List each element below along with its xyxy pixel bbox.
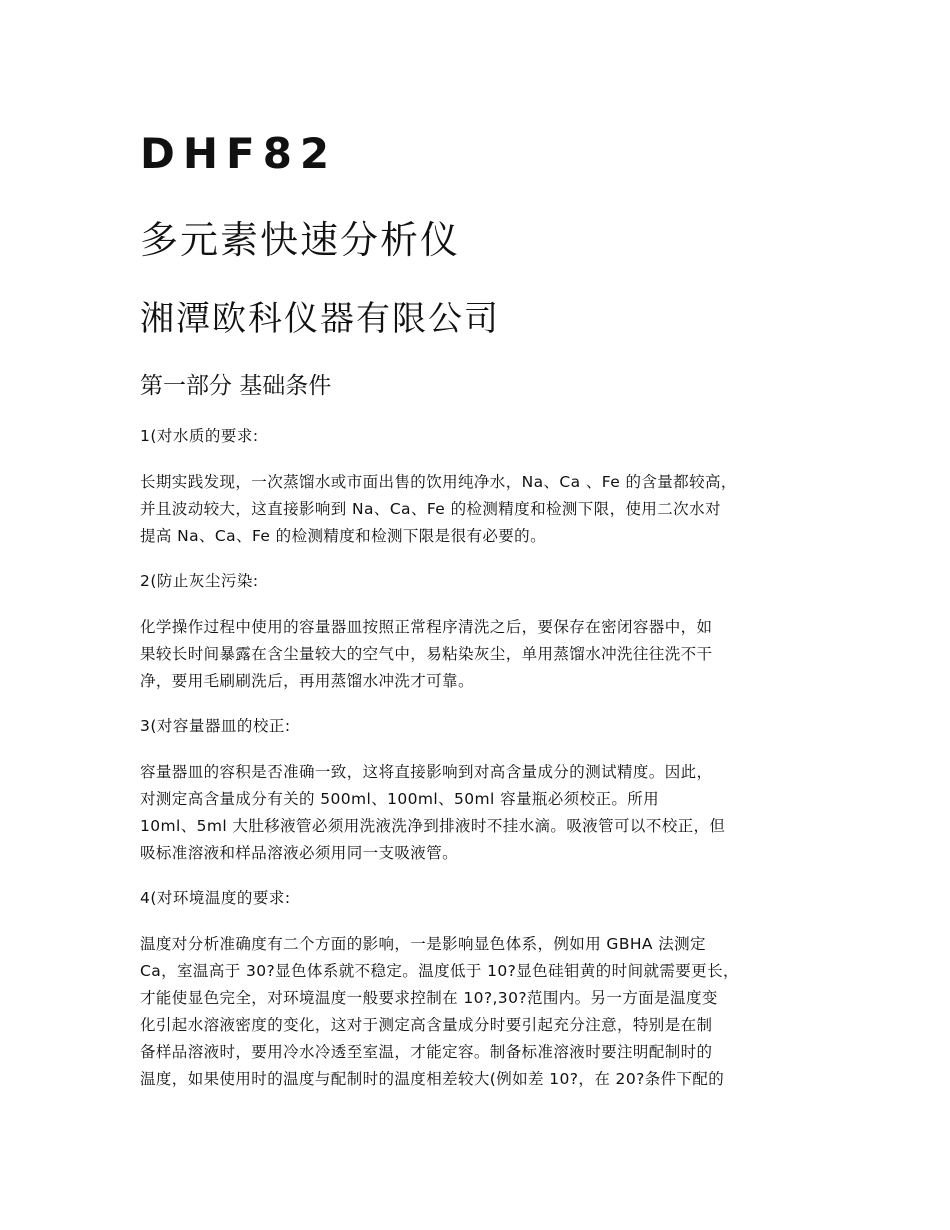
paragraph-line: 长期实践发现，一次蒸馏水或市面出售的饮用纯净水，Na、Ca 、Fe 的含量都较高， [140, 473, 737, 491]
paragraph-line: 吸标准溶液和样品溶液必须用同一支吸液管。 [140, 844, 459, 862]
item-3-heading-block [140, 713, 830, 740]
item-4-paragraph [140, 931, 830, 1093]
paragraph-line: 才能使显色完全，对环境温度一般要求控制在 10?,30?范围内。另一方面是温度变 [140, 989, 718, 1007]
item-2-heading-block [140, 568, 830, 595]
item-heading: 3(对容量器皿的校正: [140, 717, 291, 735]
item-heading: 1(对水质的要求: [140, 427, 259, 445]
paragraph-line: 并且波动较大，这直接影响到 Na、Ca、Fe 的检测精度和检测下限，使用二次水对 [140, 500, 721, 518]
paragraph-line: 化学操作过程中使用的容量器皿按照正常程序清洗之后，要保存在密闭容器中，如 [140, 618, 713, 636]
paragraph-line: 容量器皿的容积是否准确一致，这将直接影响到对高含量成分的测试精度。因此， [140, 763, 713, 781]
document-title: DHF82 [140, 129, 338, 178]
paragraph-line: 净，要用毛刷刷洗后，再用蒸馏水冲洗才可靠。 [140, 672, 474, 690]
item-1-paragraph [140, 469, 830, 550]
document-subtitle: 多元素快速分析仪 [140, 218, 461, 262]
item-4-heading-block [140, 885, 830, 912]
paragraph-line: 温度，如果使用时的温度与配制时的温度相差较大(例如差 10?，在 20?条件下配的 [140, 1070, 725, 1088]
paragraph-line: 10ml、5ml 大肚移液管必须用洗液洗净到排液时不挂水滴。吸液管可以不校正，但 [140, 817, 726, 835]
paragraph-line: 温度对分析准确度有二个方面的影响，一是影响显色体系，例如用 GBHA 法测定 [140, 935, 706, 953]
company-name: 湘潭欧科仪器有限公司 [140, 299, 500, 339]
item-1-heading-block [140, 423, 830, 450]
paragraph-line: 化引起水溶液密度的变化，这对于测定高含量成分时要引起充分注意，特别是在制 [140, 1016, 713, 1034]
paragraph-line: Ca，室温高于 30?显色体系就不稳定。温度低于 10?显色硅钼黄的时间就需要更长， [140, 962, 739, 980]
paragraph-line: 果较长时间暴露在含尘量较大的空气中，易粘染灰尘，单用蒸馏水冲洗往往洗不干 [140, 645, 713, 663]
paragraph-line: 对测定高含量成分有关的 500ml、100ml、50ml 容量瓶必须校正。所用 [140, 790, 660, 808]
item-3-paragraph [140, 759, 830, 867]
paragraph-line: 备样品溶液时，要用冷水冷透至室温，才能定容。制备标准溶液时要注明配制时的 [140, 1043, 713, 1061]
item-2-paragraph [140, 614, 830, 695]
paragraph-line: 提高 Na、Ca、Fe 的检测精度和检测下限是很有必要的。 [140, 527, 546, 545]
item-heading: 4(对环境温度的要求: [140, 889, 291, 907]
item-heading: 2(防止灰尘污染: [140, 572, 259, 590]
section-title: 第一部分 基础条件 [140, 373, 332, 399]
